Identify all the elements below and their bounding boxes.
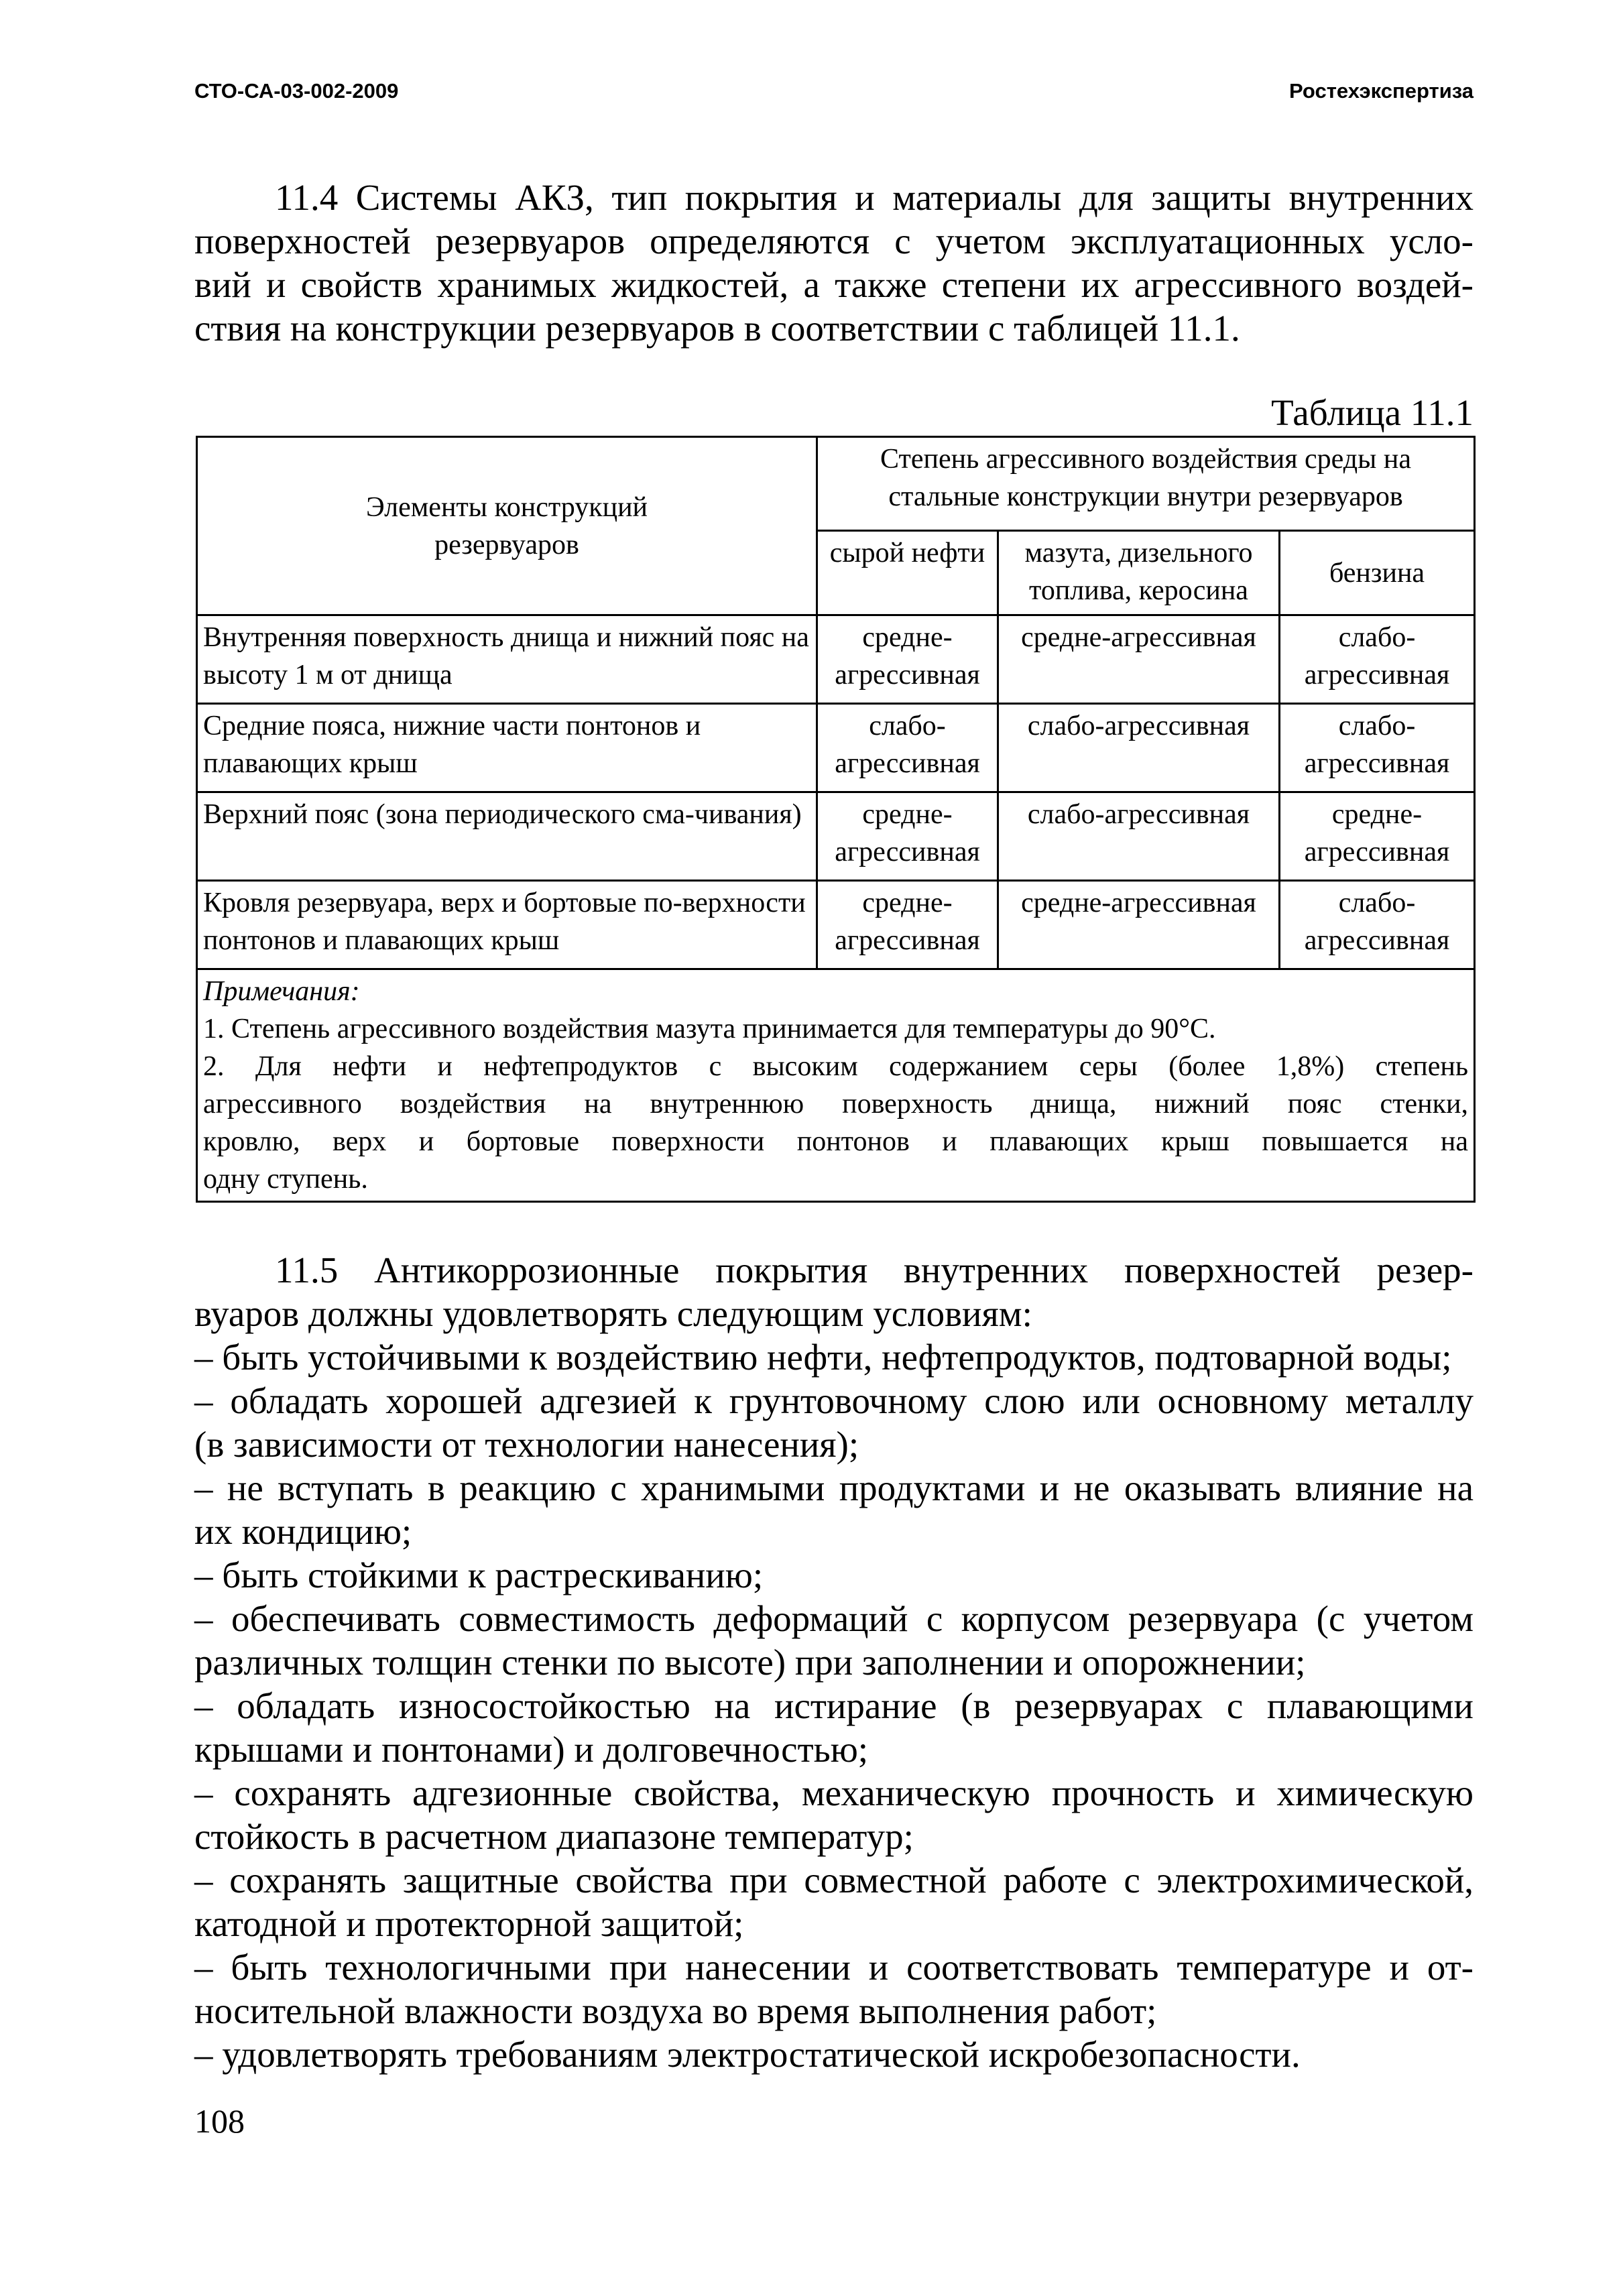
cell-value: средне-агрессивная (998, 615, 1280, 704)
text-line: вий и свойств хранимых жидкостей, а также степени их агрессивного воздей- (194, 264, 1474, 305)
cell-value: слабо-агрессивная (1280, 704, 1475, 792)
table-caption: Таблица 11.1 (1271, 392, 1474, 433)
list-item-cont: их кондицию; (194, 1511, 412, 1552)
list-item-cont: различных толщин стенки по высоте) при заполнении и опорожнении; (194, 1642, 1306, 1683)
col-header-fuel-oil: мазута, дизельного топлива, керосина (998, 531, 1280, 615)
text-line: вуаров должны удовлетворять следующим условиям: (194, 1293, 1032, 1334)
header-elements-text: Элементы конструкций резервуаров (365, 491, 648, 560)
cell-value: средне-агрессивная (1280, 792, 1475, 881)
table-row (197, 615, 1475, 704)
list-item: – обладать износостойкостью на истирание (в резервуарах с плавающими (194, 1685, 1474, 1726)
text-line: 11.4 Системы АКЗ, тип покрытия и материалы для защиты внутренних (275, 177, 1474, 218)
cell-value: средне-агрессивная (817, 792, 998, 881)
note-2-line: агрессивного воздействия на внутреннюю поверхность днища, нижний пояс стенки, (203, 1089, 1469, 1120)
table-row (197, 792, 1475, 881)
table-notes (197, 969, 1475, 1202)
list-item: – сохранять защитные свойства при совместной работе с электрохимической, (194, 1860, 1474, 1900)
paragraph-11-4 (194, 176, 1474, 350)
list-item: – обеспечивать совместимость деформаций с корпусом резервуара (с учетом (194, 1598, 1474, 1639)
cell-value: слабо-агрессивная (998, 704, 1280, 792)
list-item-cont: носительной влажности воздуха во время выполнения работ; (194, 1990, 1157, 2031)
note-2-line: одну ступень. (203, 1164, 368, 1195)
col-header-crude: сырой нефти (817, 531, 998, 615)
row-element: Верхний пояс (зона периодического сма-чивания) (197, 792, 817, 881)
col-header-gasoline: бензина (1280, 531, 1475, 615)
list-item: – быть устойчивыми к воздействию нефти, нефтепродуктов, подтоварной воды; (194, 1337, 1452, 1378)
cell-value: средне-агрессивная (817, 881, 998, 969)
publisher-name: Ростехэкспертиза (1289, 79, 1474, 103)
row-element: Внутренняя поверхность днища и нижний пояс на высоту 1 м от днища (197, 615, 817, 704)
list-item: – сохранять адгезионные свойства, механическую прочность и химическую (194, 1772, 1474, 1813)
header-degree: Степень агрессивного воздействия среды на стальные конструкции внутри резервуаров (817, 437, 1475, 531)
cell-value: слабо-агрессивная (1280, 881, 1475, 969)
page-header (194, 79, 1474, 113)
list-item-cont: крышами и понтонами) и долговечностью; (194, 1729, 869, 1770)
table-row (197, 704, 1475, 792)
notes-title: Примечания: (203, 976, 360, 1007)
note-2-line: 2. Для нефти и нефтепродуктов с высоким содержанием серы (более 1,8%) степень (203, 1051, 1469, 1082)
cell-value: средне-агрессивная (998, 881, 1280, 969)
row-element: Средние пояса, нижние части понтонов и плавающих крыш (197, 704, 817, 792)
list-item-cont: катодной и протекторной защитой; (194, 1903, 744, 1944)
text-line: ствия на конструкции резервуаров в соответствии с таблицей 11.1. (194, 308, 1240, 349)
list-item: – быть технологичными при нанесении и соответствовать температуре и от- (194, 1947, 1474, 1988)
page-number: 108 (194, 2102, 245, 2140)
text-line: 11.5 Антикоррозионные покрытия внутренних поверхностей резер- (275, 1250, 1474, 1290)
note-1: 1. Степень агрессивного воздействия мазута принимается для температуры до 90°С. (203, 1014, 1216, 1044)
cell-value: средне-агрессивная (817, 615, 998, 704)
aggressiveness-table (196, 436, 1476, 1203)
list-item: – обладать хорошей адгезией к грунтовочному слою или основному металлу (194, 1380, 1474, 1421)
list-item: – не вступать в реакцию с хранимыми продуктами и не оказывать влияние на (194, 1467, 1474, 1508)
list-item: – удовлетворять требованиям электростатической искробезопасности. (194, 2034, 1301, 2075)
cell-value: слабо-агрессивная (998, 792, 1280, 881)
table-row (197, 881, 1475, 969)
cell-value: слабо-агрессивная (817, 704, 998, 792)
table-notes-row (197, 969, 1475, 1202)
paragraph-11-5 (194, 1248, 1474, 2076)
row-element: Кровля резервуара, верх и бортовые по-верхности понтонов и плавающих крыш (197, 881, 817, 969)
list-item-cont: (в зависимости от технологии нанесения); (194, 1424, 859, 1465)
header-elements (197, 437, 817, 615)
text-line: поверхностей резервуаров определяются с учетом эксплуатационных усло- (194, 221, 1474, 261)
list-item: – быть стойкими к растрескиванию; (194, 1555, 764, 1595)
note-2-line: кровлю, верх и бортовые поверхности понтонов и плавающих крыш повышается на (203, 1126, 1469, 1157)
cell-value: слабо-агрессивная (1280, 615, 1475, 704)
list-item-cont: стойкость в расчетном диапазоне температур; (194, 1816, 914, 1857)
doc-code: СТО-СА-03-002-2009 (194, 79, 399, 103)
